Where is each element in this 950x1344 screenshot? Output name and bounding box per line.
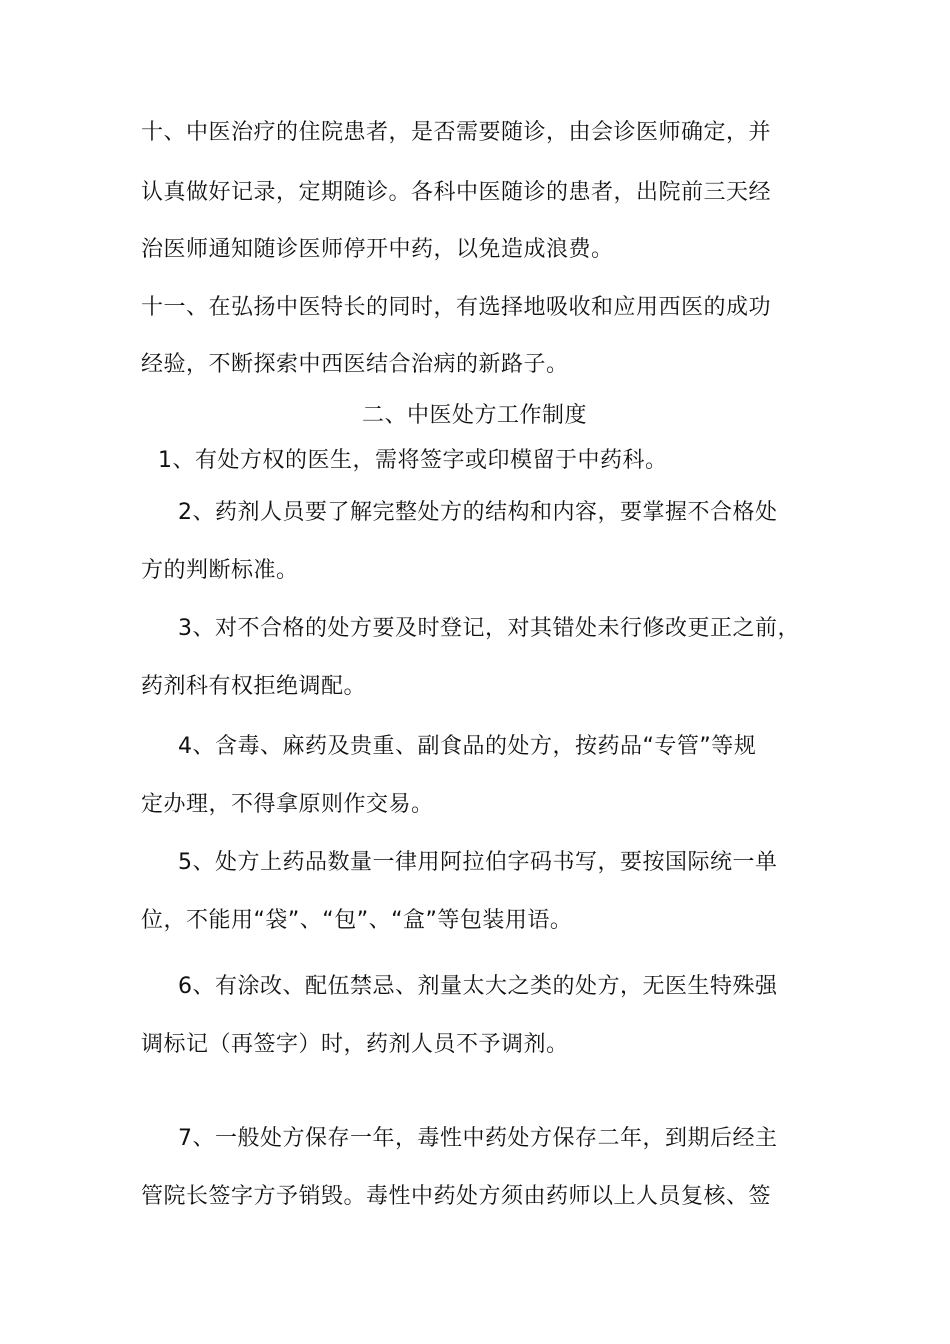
item-1: 1、有处方权的医生，需将签字或印模留于中药科。 — [158, 448, 668, 473]
section-10-line-3: 治医师通知随诊医师停开中药，以免造成浪费。 — [141, 237, 614, 262]
section-10-line-1: 十、中医治疗的住院患者，是否需要随诊，由会诊医师确定，并 — [141, 120, 772, 145]
section-11-line-2: 经验，不断探索中西医结合治病的新路子。 — [141, 352, 569, 377]
item-6-line-2: 调标记（再签字）时，药剂人员不予调剂。 — [141, 1032, 569, 1057]
item-6-line-1: 6、有涂改、配伍禁忌、剂量太大之类的处方，无医生特殊强 — [178, 974, 778, 999]
item-5-line-1: 5、处方上药品数量一律用阿拉伯字码书写，要按国际统一单 — [178, 850, 778, 875]
item-7-line-1: 7、一般处方保存一年，毒性中药处方保存二年，到期后经主 — [178, 1126, 778, 1151]
item-2-line-1: 2、药剂人员要了解完整处方的结构和内容，要掌握不合格处 — [178, 500, 778, 525]
item-3-line-2: 药剂科有权拒绝调配。 — [141, 674, 367, 699]
item-4-line-2: 定办理，不得拿原则作交易。 — [141, 792, 434, 817]
section-heading: 二、中医处方工作制度 — [362, 403, 588, 428]
section-11-line-1: 十一、在弘扬中医特长的同时，有选择地吸收和应用西医的成功 — [141, 295, 772, 320]
item-4-line-1: 4、含毒、麻药及贵重、副食品的处方，按药品“专管”等规 — [178, 734, 757, 759]
item-5-line-2: 位，不能用“袋”、“包”、“盒”等包装用语。 — [141, 908, 573, 933]
item-7-line-2: 管院长签字方予销毁。毒性中药处方须由药师以上人员复核、签 — [141, 1184, 772, 1209]
section-10-line-2: 认真做好记录，定期随诊。各科中医随诊的患者，出院前三天经 — [141, 180, 772, 205]
item-2-line-2: 方的判断标准。 — [141, 558, 299, 583]
item-3-line-1: 3、对不合格的处方要及时登记，对其错处未行修改更正之前， — [178, 616, 800, 641]
